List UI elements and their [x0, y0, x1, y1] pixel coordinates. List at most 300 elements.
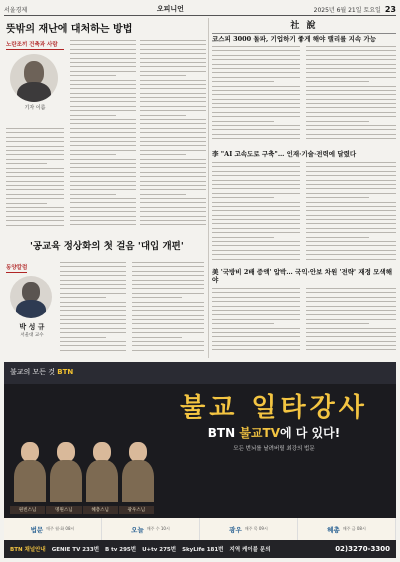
text-line [6, 128, 64, 129]
text-line [140, 123, 206, 124]
text-line [306, 86, 396, 87]
text-line [60, 337, 106, 338]
program-item[interactable] [4, 518, 102, 540]
program-strip [4, 518, 396, 540]
ad-tagline: 모든 번뇌를 날려버릴 최강의 법문 [233, 446, 315, 452]
text-line [70, 93, 136, 94]
channel-item: 지역 케이블 문의 [229, 547, 271, 553]
text-line [306, 254, 396, 255]
text-line [212, 259, 300, 260]
text-line [212, 297, 300, 298]
text-line [306, 219, 396, 220]
text-line [70, 194, 116, 195]
ad-sub-suffix: 에 다 있다! [280, 426, 341, 440]
text-line [306, 129, 396, 130]
text-line [306, 94, 396, 95]
ad-headline: 불교 일타강사 [180, 393, 368, 423]
text-line [212, 77, 300, 78]
text-line [60, 332, 126, 333]
text-line [306, 180, 396, 181]
text-line [60, 323, 126, 324]
text-line [306, 59, 396, 60]
text-line [212, 138, 300, 139]
text-line [212, 99, 300, 100]
text-line [306, 215, 396, 216]
text-line [70, 58, 136, 59]
text-line [140, 101, 206, 102]
text-line [6, 168, 64, 169]
text-line [6, 154, 64, 155]
text-line [306, 328, 396, 329]
text-line [140, 189, 206, 190]
program-logo: 광우 [229, 525, 242, 534]
text-line [306, 237, 369, 238]
text-line [140, 159, 206, 160]
text-line [140, 58, 206, 59]
text-line [6, 163, 47, 164]
channel-label: BTN 채널안내 [10, 547, 46, 553]
text-line [306, 72, 396, 73]
text-line [140, 224, 206, 225]
text-line [306, 46, 396, 47]
ad-sub-highlight: 불교TV [239, 426, 281, 440]
text-line [306, 171, 396, 172]
text-line [140, 75, 186, 76]
page-number: 23 [384, 4, 396, 14]
text-line [212, 116, 300, 117]
text-line [306, 103, 396, 104]
text-line [140, 128, 206, 129]
text-line [212, 254, 300, 255]
text-line [306, 68, 396, 69]
text-line [212, 245, 300, 246]
text-line [132, 271, 204, 272]
phone-number: 02)3270-3300 [335, 545, 390, 553]
text-line [6, 216, 64, 217]
program-time: 매주 금 08시 [342, 526, 366, 531]
text-line [132, 306, 204, 307]
editorial-title-1: 코스피 3000 돌파, 기업하기 좋게 해야 랠리를 지속 가능 [212, 35, 377, 43]
text-line [60, 262, 126, 263]
text-line [212, 175, 300, 176]
text-line [70, 66, 136, 67]
text-line [212, 107, 300, 108]
opinion-label: 오피니언 [156, 5, 184, 13]
text-line [70, 49, 136, 50]
text-line [70, 224, 136, 225]
text-line [212, 184, 300, 185]
text-line [60, 275, 126, 276]
text-line [70, 211, 136, 212]
text-line [140, 150, 206, 151]
text-line [132, 280, 204, 281]
editorial-text-3b [306, 288, 396, 356]
column-text-3 [140, 40, 206, 232]
btn-advertisement[interactable] [4, 362, 396, 558]
text-line [132, 332, 204, 333]
author-photo [10, 54, 58, 102]
text-line [306, 116, 396, 117]
text-line [70, 181, 136, 182]
text-line [132, 350, 204, 351]
text-line [212, 323, 274, 324]
text-line [306, 175, 396, 176]
text-line [70, 132, 136, 133]
program-logo: 오늘 [131, 525, 144, 534]
program-time: 매주 목 09시 [244, 526, 268, 531]
text-line [132, 323, 204, 324]
text-line [6, 176, 64, 177]
text-line [306, 193, 396, 194]
mid-headline: '공교육 정상화의 첫 걸음 '대입 개편' [30, 241, 184, 252]
text-line [70, 216, 136, 217]
text-line [306, 210, 396, 211]
text-line [70, 80, 136, 81]
text-line [306, 250, 396, 251]
text-line [70, 71, 136, 72]
text-line [132, 345, 204, 346]
text-line [306, 125, 396, 126]
column-text-1 [6, 128, 64, 232]
date-label: 2025년 6월 21일 토요일 [313, 6, 381, 14]
text-line [212, 125, 300, 126]
text-line [132, 319, 204, 320]
text-line [140, 202, 206, 203]
text-line [132, 293, 204, 294]
text-line [140, 106, 206, 107]
text-line [60, 288, 126, 289]
text-line [60, 319, 126, 320]
text-line [6, 207, 64, 208]
text-line [212, 197, 274, 198]
text-line [212, 241, 300, 242]
text-line [70, 150, 136, 151]
text-line [6, 203, 47, 204]
text-line [70, 176, 136, 177]
text-line [140, 110, 206, 111]
text-line [6, 159, 64, 160]
program-logo: 법문 [30, 525, 44, 534]
program-item[interactable] [200, 518, 298, 540]
text-line [212, 237, 274, 238]
text-line [6, 132, 64, 133]
text-line [140, 181, 206, 182]
text-line [212, 121, 274, 122]
text-line [140, 62, 206, 63]
text-line [212, 46, 300, 47]
text-line [140, 207, 206, 208]
text-line [306, 77, 396, 78]
text-line [140, 49, 206, 50]
monk-figure-4 [122, 442, 154, 502]
text-line [6, 194, 64, 195]
opinion-tag: 동양칼럼 [6, 265, 28, 271]
text-line [70, 198, 136, 199]
text-line [212, 103, 300, 104]
text-line [6, 189, 64, 190]
text-line [140, 145, 206, 146]
text-line [140, 185, 206, 186]
column-text-2 [70, 40, 136, 232]
text-line [212, 310, 300, 311]
text-line [306, 134, 396, 135]
text-line [140, 44, 206, 45]
text-line [132, 337, 182, 338]
text-line [140, 84, 206, 85]
text-line [140, 163, 206, 164]
program-item[interactable] [298, 518, 396, 540]
column-divider [208, 18, 209, 358]
text-line [212, 59, 300, 60]
channel-item: B tv 295번 [105, 547, 137, 553]
editorial-text-2a [212, 162, 300, 264]
text-line [60, 306, 126, 307]
monk-name: 혜총스님 [83, 506, 118, 514]
text-line [140, 97, 206, 98]
text-line [306, 112, 396, 113]
text-line [306, 184, 396, 185]
text-line [212, 171, 300, 172]
text-line [70, 141, 136, 142]
text-line [140, 119, 206, 120]
text-line [306, 288, 396, 289]
text-line [70, 123, 136, 124]
text-line [140, 40, 206, 41]
text-line [132, 328, 204, 329]
text-line [70, 189, 136, 190]
text-line [306, 297, 396, 298]
text-line [212, 162, 300, 163]
text-line [70, 106, 136, 107]
text-line [60, 302, 126, 303]
program-logo: 혜총 [327, 525, 340, 534]
text-line [212, 215, 300, 216]
channel-item: U+tv 275번 [142, 547, 177, 553]
text-line [306, 197, 369, 198]
text-line [60, 280, 126, 281]
text-line [70, 75, 116, 76]
text-line [132, 288, 204, 289]
text-line [140, 66, 206, 67]
text-line [6, 220, 64, 221]
text-line [6, 172, 64, 173]
channel-item: GENIE TV 233번 [51, 547, 100, 553]
column-tag: 노란조끼 건축과 사람 [6, 40, 64, 50]
text-line [212, 112, 300, 113]
text-line [306, 99, 396, 100]
text-line [212, 288, 300, 289]
text-line [212, 86, 300, 87]
text-line [70, 128, 136, 129]
text-line [132, 275, 204, 276]
text-line [212, 94, 300, 95]
text-line [212, 301, 300, 302]
text-line [306, 319, 396, 320]
text-line [306, 90, 396, 91]
text-line [212, 328, 300, 329]
text-line [132, 266, 204, 267]
text-line [212, 314, 300, 315]
column-author-box [6, 40, 64, 111]
text-line [70, 62, 136, 63]
text-line [70, 159, 136, 160]
text-line [132, 262, 204, 263]
text-line [306, 345, 396, 346]
text-line [140, 137, 206, 138]
column-text-4 [60, 262, 126, 356]
ad-brand-name: BTN [57, 368, 74, 376]
text-line [140, 53, 206, 54]
program-item[interactable] [102, 518, 200, 540]
editorial-title-3: 美 '국방비 2배 증액' 압박… 국익·안보 차원 '전략' 재정 모색해야 [212, 268, 392, 284]
text-line [306, 166, 396, 167]
text-line [70, 110, 136, 111]
section-label: 서울경제 [4, 6, 28, 14]
text-line [132, 315, 204, 316]
text-line [70, 154, 116, 155]
text-line [306, 64, 396, 65]
text-line [70, 101, 136, 102]
text-line [306, 138, 396, 139]
text-line [306, 292, 396, 293]
channel-item: SkyLife 181번 [182, 547, 224, 553]
text-line [70, 167, 136, 168]
monk-figure-3 [86, 442, 118, 502]
text-line [6, 185, 64, 186]
text-line [140, 194, 186, 195]
text-line [70, 40, 136, 41]
text-line [212, 188, 300, 189]
text-line [212, 228, 300, 229]
text-line [140, 220, 206, 221]
text-line [60, 266, 126, 267]
text-line [306, 349, 396, 350]
text-line [212, 223, 300, 224]
text-line [60, 271, 126, 272]
text-line [140, 176, 206, 177]
text-line [60, 284, 126, 285]
text-line [306, 332, 396, 333]
text-line [212, 345, 300, 346]
monk-name: 원빈스님 [10, 506, 45, 514]
text-line [70, 44, 136, 45]
date-page [314, 5, 396, 14]
text-line [212, 319, 300, 320]
ad-subheadline [154, 424, 394, 441]
editorial-title-2: 李 "AI 고속도로 구축"… 인재·기술·전력에 달렸다 [212, 150, 357, 158]
text-line [306, 223, 396, 224]
text-line [306, 206, 396, 207]
text-line [140, 172, 206, 173]
text-line [140, 154, 186, 155]
text-line [306, 245, 396, 246]
text-line [6, 146, 64, 147]
author-name: 기자 이름 [24, 105, 46, 111]
text-line [306, 50, 396, 51]
program-time: 매주 수 10시 [146, 526, 170, 531]
text-line [70, 145, 136, 146]
text-line [60, 315, 126, 316]
text-line [306, 314, 396, 315]
text-line [132, 310, 204, 311]
text-line [212, 332, 300, 333]
text-line [132, 284, 204, 285]
text-line [212, 232, 300, 233]
text-line [212, 250, 300, 251]
text-line [60, 310, 126, 311]
text-line [70, 88, 136, 89]
text-line [140, 216, 206, 217]
text-line [306, 336, 396, 337]
text-line [306, 107, 396, 108]
author2-photo [10, 276, 52, 318]
monk-figure-2 [50, 442, 82, 502]
text-line [212, 349, 300, 350]
text-line [212, 193, 300, 194]
editorial-text-1a [212, 46, 300, 146]
monk-name: 광우스님 [119, 506, 154, 514]
text-line [60, 350, 126, 351]
text-line [306, 81, 369, 82]
text-line [212, 180, 300, 181]
text-line [140, 211, 206, 212]
text-line [306, 232, 396, 233]
text-line [140, 71, 206, 72]
text-line [70, 115, 116, 116]
text-line [306, 188, 396, 189]
editorial-text-3a [212, 288, 300, 356]
text-line [212, 306, 300, 307]
text-line [212, 81, 274, 82]
text-line [306, 306, 396, 307]
text-line [212, 90, 300, 91]
text-line [140, 88, 206, 89]
text-line [140, 115, 186, 116]
text-line [212, 336, 300, 337]
text-line [70, 163, 136, 164]
text-line [70, 207, 136, 208]
text-line [60, 328, 126, 329]
text-line [306, 55, 396, 56]
text-line [212, 206, 300, 207]
text-line [6, 211, 64, 212]
text-line [306, 228, 396, 229]
text-line [132, 341, 204, 342]
text-line [132, 302, 204, 303]
text-line [212, 72, 300, 73]
channel-footer [4, 540, 396, 558]
author2-box [8, 322, 56, 338]
text-line [140, 198, 206, 199]
text-line [60, 345, 126, 346]
text-line [140, 132, 206, 133]
text-line [70, 84, 136, 85]
text-line [306, 301, 396, 302]
monk-name: 명원스님 [46, 506, 81, 514]
text-line [306, 310, 396, 311]
text-line [70, 202, 136, 203]
text-line [6, 225, 64, 226]
text-line [132, 297, 182, 298]
text-line [60, 341, 126, 342]
text-line [306, 341, 396, 342]
text-line [140, 167, 206, 168]
monk-name-bar [10, 506, 154, 514]
text-line [212, 68, 300, 69]
text-line [140, 80, 206, 81]
text-line [212, 166, 300, 167]
text-line [6, 137, 64, 138]
